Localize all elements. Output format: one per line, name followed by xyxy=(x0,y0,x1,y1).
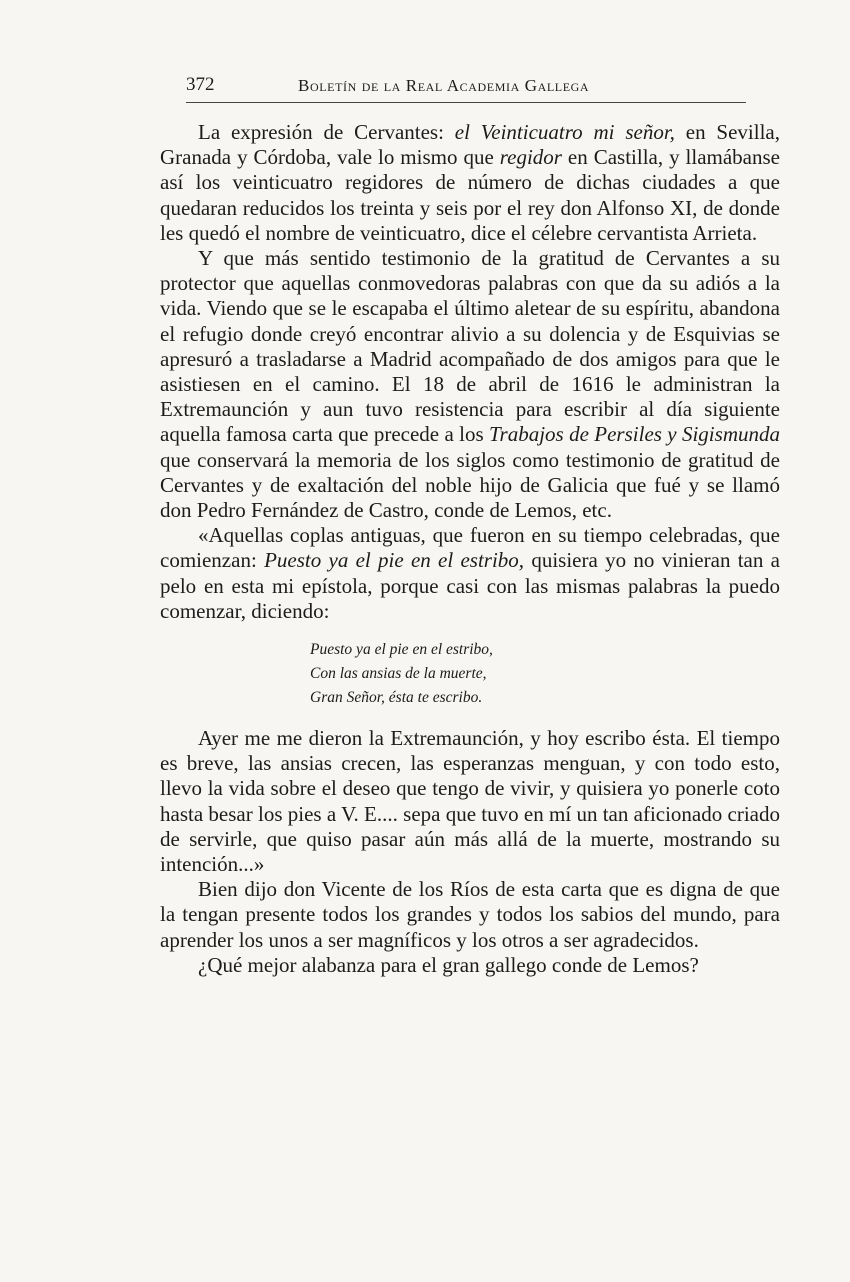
page-number: 372 xyxy=(186,74,215,95)
italic-segment: el Veinticuatro mi señor, xyxy=(454,120,675,144)
text-segment: La expresión de Cervantes: xyxy=(198,120,455,144)
text-segment: Bien dijo don Vicente de los Ríos de esta carta que es digna de que la tengan presente todos los grandes y todos los sabios del mundo, para aprender los unos a ser magníficos y los otros a ser agradecidos. xyxy=(160,877,780,952)
paragraph xyxy=(160,953,780,978)
text-segment: Y que más sentido testimonio de la gratitud de Cervantes a su protector que aquellas conmovedoras palabras con que da su adiós a la vida. Viendo que se le escapaba el último aletear de su espíritu, abandona el refugio donde creyó encontrar alivio a su dolencia y de Esquivias se apresuró a trasladarse a Madrid acompañado de dos amigos para que le asistiesen en el camino. El 18 de abril de 1616 le administran la Extremaunción y aun tuvo resistencia para escribir al día siguiente aquella famosa carta que precede a los xyxy=(160,246,780,447)
italic-segment: Puesto ya el pie en el estribo, xyxy=(264,548,525,573)
paragraphs-before-verse xyxy=(160,120,780,624)
text-segment: quisiera yo no vinieran tan a pelo en esta mi epístola, porque casi con las mismas palabras la puedo comenzar, diciendo: xyxy=(160,548,780,623)
running-title: Boletín de la Real Academia Gallega xyxy=(298,76,590,95)
verse-quotation xyxy=(310,638,780,710)
text-segment: Ayer me me dieron la Extremaunción, y hoy escribo ésta. El tiempo es breve, las ansias crecen, las esperanzas menguan, y con todo esto, llevo la vida sobre el deseo que tengo de vivir, y quisiera yo ponerle coto hasta besar los pies a V. E.... sepa que tuvo en mí un tan aficionado criado de servirle, que quiso pasar aún más allá de la muerte, mostrando su intención...» xyxy=(160,726,780,877)
paragraph xyxy=(160,246,780,523)
paragraph xyxy=(160,877,780,953)
paragraph xyxy=(160,523,780,624)
text-segment: ¿Qué mejor alabanza para el gran gallego conde de Lemos? xyxy=(198,952,699,977)
paragraphs-after-verse xyxy=(160,726,780,978)
text-segment: que conservará la memoria de los siglos como testimonio de gratitud de Cervantes y de exaltación del noble hijo de Galicia que fué y se llamó don Pedro Fernández de Castro, conde de Lemos, etc. xyxy=(160,447,780,523)
body-text xyxy=(160,120,780,978)
text-segment: en Sevilla, Granada y Córdoba, vale lo mismo que xyxy=(160,120,780,170)
verse-line: Con las ansias de la muerte, xyxy=(310,665,487,683)
italic-segment: regidor xyxy=(499,145,562,170)
italic-segment: Trabajos de Persiles y Sigismunda xyxy=(489,422,780,447)
text-segment: «Aquellas coplas antiguas, que fueron en su tiempo celebradas, que comienzan: xyxy=(160,523,780,573)
paragraph xyxy=(160,726,780,877)
paragraph xyxy=(160,120,780,246)
verse-line: Puesto ya el pie en el estribo, xyxy=(310,641,493,659)
page-header xyxy=(186,72,746,103)
text-segment: en Castilla, y llamábanse así los veinticuatro regidores de número de dichas ciudades a que quedaran reducidos los treinta y seis por el rey don Alfonso XI, de donde les quedó el nombre de veinticuatro, dice el célebre cervantista Arrieta. xyxy=(160,145,780,245)
verse-line: Gran Señor, ésta te escribo. xyxy=(310,689,483,707)
